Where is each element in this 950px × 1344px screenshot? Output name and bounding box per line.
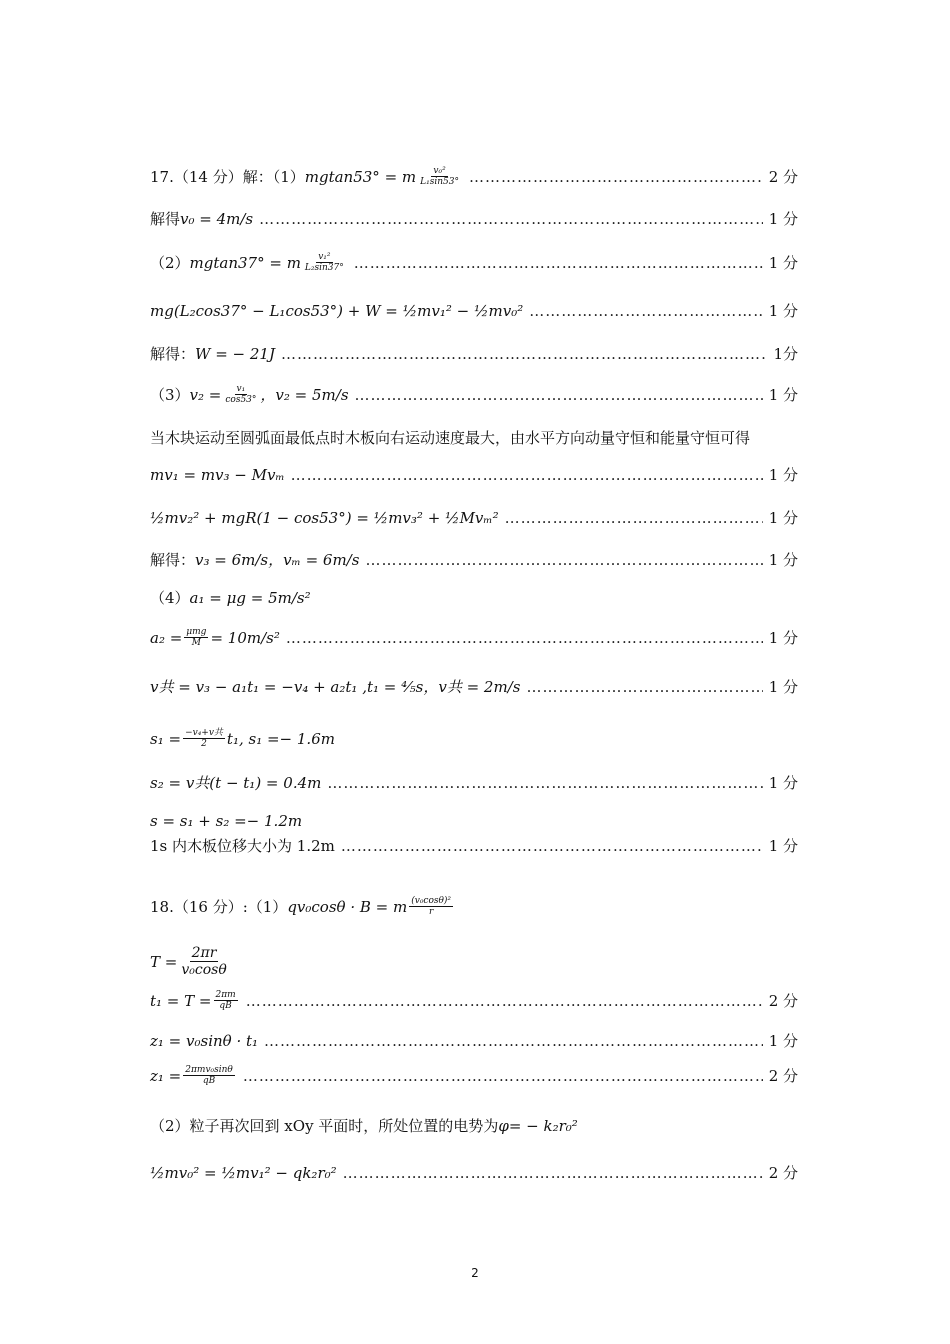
fraction [183,1065,235,1087]
math-expression: a₂ = [150,628,183,647]
leader-dots [355,386,763,404]
score-mark: 2 分 [768,1067,798,1086]
fraction-numerator: −v₄+v共 [185,728,223,738]
fraction-numerator: v₁ [236,384,246,394]
answer-line [150,587,798,608]
leader-dots [526,678,762,696]
score-mark: 1 分 [768,386,798,405]
line-prefix: 解得： [150,345,196,363]
leader-dots [246,992,763,1010]
fraction [214,990,238,1012]
line-prefix: 当木块运动至圆弧面最低点时木板向右运动速度最大，由水平方向动量守恒和能量守恒可得 [150,429,751,447]
answer-line [150,676,798,697]
line-prefix: 1s 内木板位移大小为 1.2m [150,837,335,855]
math-expression: mv₁ = mv₃ − Mvₘ [150,465,285,484]
line-prefix: （4） [150,589,190,607]
fraction-denominator: M [191,638,201,649]
math-expression: T = [150,952,178,971]
math-expression: mgtan37° = m [189,253,301,272]
fraction-denominator: cos53° [225,395,257,406]
answer-line [150,549,798,570]
math-expression-tail: = 10m/s² [210,628,280,647]
leader-dots [327,774,762,792]
fraction [183,728,225,750]
fraction-numerator: μmg [186,627,207,637]
math-expression: mgtan53° = m [304,167,417,186]
fraction-denominator: qB [202,1076,216,1087]
leader-dots [529,302,762,320]
answer-line [150,896,798,918]
answer-line [150,812,798,830]
fraction-numerator: (v₀cosθ)² [411,896,452,906]
fraction [409,896,453,918]
answer-line [150,300,798,321]
line-prefix: （2）粒子再次回到 xOy 平面时，所处位置的电势为 [150,1117,499,1135]
score-mark: 1分 [773,345,798,363]
math-expression: v₀ = 4m/s [180,209,254,228]
answer-line [150,1162,798,1183]
math-expression: t₁ = T = [150,991,212,1010]
score-mark: 1 分 [768,1032,798,1050]
score-mark: 2 分 [768,992,798,1011]
fraction-denominator: v₀cosθ [181,962,227,979]
math-expression: ½mv₀² = ½mv₁² − qk₂r₀² [150,1163,337,1182]
math-expression: z₁ = [150,1066,182,1085]
math-expression: ½mv₂² + mgR(1 − cos53°) = ½mv₃² + ½Mvₘ² [150,508,499,527]
fraction-numerator: v₀² [433,166,446,176]
leader-dots [264,1032,763,1050]
math-expression: v₂ = [189,385,222,404]
leader-dots [343,1164,763,1182]
math-expression: φ= − k₂r₀² [498,1116,578,1135]
leader-dots [281,345,767,363]
math-expression: v₃ = 6m/s，vₘ = 6m/s [195,551,360,569]
fraction [179,945,228,978]
fraction-numerator: 2πr [191,945,217,961]
math-expression: s₂ = v共(t − t₁) = 0.4m [150,774,322,792]
answer-line [150,627,798,649]
math-expression: s₁ = [150,729,182,748]
answer-line [150,1065,798,1087]
line-prefix: 解得 [150,210,181,228]
answer-line [150,252,798,274]
leader-dots [505,509,763,527]
score-mark: 1 分 [768,629,798,648]
math-expression: z₁ = v₀sinθ · t₁ [150,1031,259,1050]
fraction-denominator: qB [219,1001,232,1012]
math-expression-tail: t₁, s₁ =− 1.6m [226,729,335,748]
answer-line [150,384,798,406]
math-expression: v共 = v₃ − a₁t₁ = −v₄ + a₂t₁ ,t₁ = ⁴⁄₅s，v共 = 2m/s [150,678,521,696]
leader-dots [469,168,763,186]
fraction-numerator: v₁² [318,252,331,262]
line-prefix: 解得： [150,551,196,569]
fraction-denominator: L₁sin53° [420,177,459,188]
fraction-numerator: 2πmv₀sinθ [185,1065,233,1075]
fraction [184,627,208,649]
answer-line [150,343,798,364]
answer-line [150,427,798,448]
math-expression: s = s₁ + s₂ =− 1.2m [150,812,303,830]
score-mark: 1 分 [768,551,798,569]
answer-line [150,945,798,978]
answer-line [150,464,798,485]
score-mark: 1 分 [768,302,798,320]
answer-line [150,208,798,229]
leader-dots [291,466,763,484]
score-mark: 1 分 [768,678,798,696]
answer-line [150,1115,798,1136]
score-mark: 1 分 [768,254,798,273]
answer-line [150,772,798,793]
score-mark: 1 分 [768,466,798,484]
answer-line [150,1030,798,1051]
answer-line [150,835,798,856]
score-mark: 1 分 [768,774,798,792]
math-expression: mg(L₂cos37° − L₁cos53°) + W = ½mv₁² − ½mv₀² [150,301,524,320]
leader-dots [259,210,763,228]
score-mark: 1 分 [768,210,798,228]
math-expression: qv₀cosθ · B = m [287,897,408,916]
fraction-denominator: L₂sin37° [304,263,344,274]
math-expression: W = − 21J [195,344,275,363]
math-expression-tail: ，v₂ = 5m/s [260,386,349,405]
fraction-denominator: r [428,907,434,918]
score-mark: 1 分 [768,509,798,527]
line-prefix: （3） [150,386,190,405]
page-number: 2 [471,1266,479,1280]
leader-dots [243,1067,763,1085]
fraction-denominator: 2 [201,739,207,750]
fraction [223,384,258,406]
leader-dots [341,837,763,855]
fraction [303,252,346,274]
leader-dots [365,551,762,569]
line-prefix: （2） [150,254,190,273]
line-prefix: 18.（16 分）:（1） [150,898,288,917]
score-mark: 2 分 [768,168,798,187]
score-mark: 1 分 [768,837,798,855]
leader-dots [354,254,763,272]
answer-line [150,166,798,188]
line-prefix: 17.（14 分）解：（1） [150,168,305,187]
leader-dots [286,629,763,647]
fraction [418,166,461,188]
answer-line [150,990,798,1012]
answer-line [150,507,798,528]
math-expression: a₁ = μg = 5m/s² [189,588,311,607]
answer-line [150,728,798,750]
score-mark: 2 分 [768,1164,798,1182]
fraction-numerator: 2πm [215,990,236,1000]
